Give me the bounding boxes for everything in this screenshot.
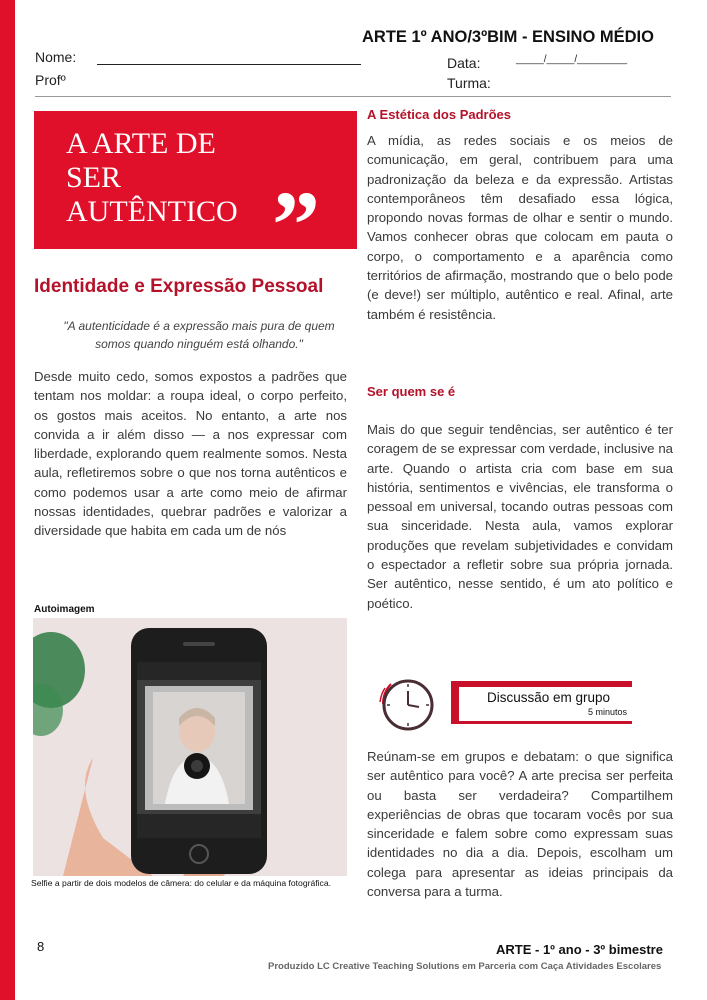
- footer-credits: Produzido LC Creative Teaching Solutions em Parceria com Caça Atividades Escolares: [268, 961, 662, 972]
- aesthetics-heading: A Estética dos Padrões: [367, 107, 512, 122]
- teacher-label: Profº: [35, 72, 66, 88]
- page-header-title: ARTE 1º ANO/3ºBIM - ENSINO MÉDIO: [362, 28, 654, 46]
- identity-heading: Identidade e Expressão Pessoal: [34, 276, 324, 297]
- identity-body-text: Desde muito cedo, somos expostos a padrões que tentam nos moldar: a roupa ideal, o corpo perfeito, os gostos mais aceitos. No entanto, a arte nos convida a ir além disso — a nos expressar com liberdade, explorando quem realmente somos. Nesta aula, refletiremos sobre o que nos torna autênticos e como podemos usar a arte como meio de afirmar nossas identidades, quebrar padrões e valorizar a diversidade que habita em cada um de nós: [34, 369, 347, 539]
- discussion-badge: [457, 687, 635, 721]
- date-label: Data:: [447, 55, 481, 71]
- banner-title-line-2: SER: [66, 161, 122, 194]
- discussion-title: Discussão em grupo: [487, 690, 611, 705]
- selfie-photo: [33, 618, 347, 876]
- left-red-bar: [0, 0, 15, 1000]
- authenticity-quote: "A autenticidade é a expressão mais pura de quem somos quando ninguém está olhando.": [63, 319, 335, 351]
- figure-caption: Selfie a partir de dois modelos de câmera: do celular e da máquina fotográfica.: [31, 878, 331, 888]
- be-yourself-heading: Ser quem se é: [367, 384, 456, 399]
- header-divider: [35, 96, 671, 97]
- footer-subject: ARTE - 1º ano - 3º bimestre: [496, 942, 663, 957]
- quote-mark-icon: ”: [272, 171, 320, 278]
- name-field-line[interactable]: [97, 64, 361, 65]
- banner-title: [66, 127, 266, 229]
- date-field-blanks[interactable]: _____/_____/_________: [516, 54, 628, 65]
- page-number: 8: [37, 939, 45, 954]
- title-banner: [34, 111, 357, 278]
- name-label: Nome:: [35, 49, 77, 65]
- banner-title-line-1: A ARTE DE: [66, 127, 216, 160]
- discussion-body-text: Reúnam-se em grupos e debatam: o que significa ser autêntico para você? A arte precisa ser perfeita ou basta ser verdadeira? Compartilhem experiências de obras que tocaram vocês por sua sinceridade e falem sobre como expressam suas identidades no dia a dia. Depois, escolham um colega para apresentar as ideias principais da conversa para a turma.: [367, 749, 673, 900]
- be-yourself-body-text: Mais do que seguir tendências, ser autêntico é ter coragem de se expressar com verdade, inclusive na arte. Quando o artista cria com base em sua história, sentimentos e vivências, ele transforma o pessoal em universal, tocando outras pessoas com sua sinceridade. Nesta aula, vamos explorar produções que revelam subjetividades e convidam o espectador a refletir sobre sua própria jornada. Ser autêntico, nesse sentido, é um ato político e poético.: [367, 422, 673, 611]
- discussion-duration: 5 minutos: [587, 707, 627, 717]
- clock-icon: [377, 674, 437, 739]
- class-label: Turma:: [447, 75, 491, 91]
- figure-label: Autoimagem: [34, 604, 95, 615]
- aesthetics-body-text: A mídia, as redes sociais e os meios de comunicação, em geral, contribuem para uma padronização da beleza e da expressão. Artistas contemporâneos têm desafiado essa lógica, propondo novas formas de olhar e sentir o mundo. Vamos conhecer obras que colocam em pauta o corpo, o comportamento e a aparência como territórios de afirmação, mostrando que o belo pode (e deve!) ser múltiplo, autêntico e real. Afinal, arte também é resistência.: [367, 133, 673, 322]
- banner-title-line-3: AUTÊNTICO: [66, 195, 238, 228]
